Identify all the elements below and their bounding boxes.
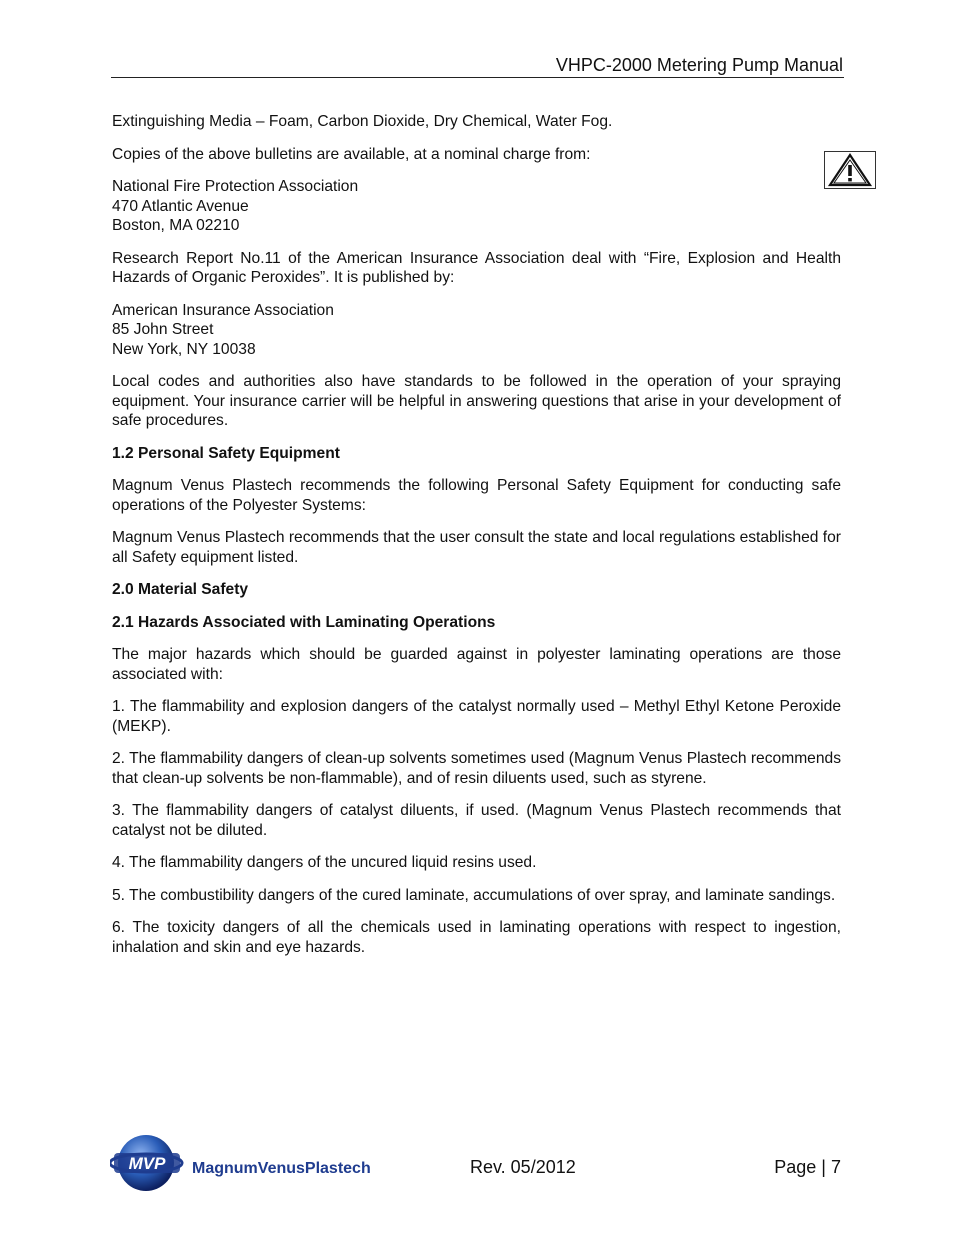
list-item: 3. The flammability dangers of catalyst diluents, if used. (Magnum Venus Plastech recommends that catalyst not be diluted. — [112, 802, 841, 839]
address-line: National Fire Protection Association — [112, 178, 359, 195]
address-nfpa — [112, 177, 841, 236]
list-item: 1. The flammability and explosion dangers of the catalyst normally used – Methyl Ethyl Ketone Peroxide (MEKP). — [112, 698, 841, 735]
paragraph-consult-regulations: Magnum Venus Plastech recommends that the user consult the state and local regulations established for all Safety equipment listed. — [112, 529, 841, 566]
paragraph-research-report: Research Report No.11 of the American Insurance Association deal with “Fire, Explosion and Health Hazards of Organic Peroxides”. It is published by: — [112, 249, 841, 286]
mvp-logo — [110, 1133, 400, 1193]
address-line: New York, NY 10038 — [112, 340, 256, 358]
revision-label: Rev. 05/2012 — [470, 1157, 576, 1177]
address-line: Boston, MA 02210 — [112, 217, 240, 234]
logo-badge: MVP — [128, 1154, 166, 1173]
paragraph-major-hazards: The major hazards which should be guarded against in polyester laminating operations are those associated with: — [112, 646, 841, 683]
list-item: 5. The combustibility dangers of the cured laminate, accumulations of over spray, and laminate sandings. — [112, 886, 836, 904]
page-content — [112, 112, 841, 970]
logo-text: MagnumVenusPlastech — [192, 1160, 371, 1177]
page-number: Page | 7 — [774, 1157, 841, 1177]
heading-personal-safety: 1.2 Personal Safety Equipment — [112, 444, 340, 462]
address-line: American Insurance Association — [112, 301, 334, 319]
list-item: 2. The flammability dangers of clean-up solvents sometimes used (Magnum Venus Plastech recommends that clean-up solvents be non-flammable), and of resin diluents used, such as styrene. — [112, 750, 841, 787]
header-rule — [111, 77, 844, 78]
heading-hazards: 2.1 Hazards Associated with Laminating Operations — [112, 613, 496, 631]
address-line: 470 Atlantic Avenue — [112, 197, 249, 215]
heading-material-safety: 2.0 Material Safety — [112, 581, 249, 598]
header-title: VHPC-2000 Metering Pump Manual — [555, 55, 843, 75]
paragraph-local-codes: Local codes and authorities also have standards to be followed in the operation of your spraying equipment. Your insurance carrier will be helpful in answering questions that arise in your development of safe procedures. — [112, 373, 841, 429]
list-item: 4. The flammability dangers of the uncured liquid resins used. — [112, 854, 537, 871]
list-item: 6. The toxicity dangers of all the chemicals used in laminating operations with respect to ingestion, inhalation and skin and eye hazards. — [112, 919, 841, 956]
paragraph-safety-equipment: Magnum Venus Plastech recommends the following Personal Safety Equipment for conducting safe operations of the Polyester Systems: — [112, 477, 841, 514]
paragraph-extinguishing-media: Extinguishing Media – Foam, Carbon Dioxide, Dry Chemical, Water Fog. — [112, 113, 613, 130]
address-line: 85 John Street — [112, 321, 214, 338]
address-aia — [112, 301, 841, 360]
paragraph-bulletins: Copies of the above bulletins are available, at a nominal charge from: — [112, 145, 591, 163]
